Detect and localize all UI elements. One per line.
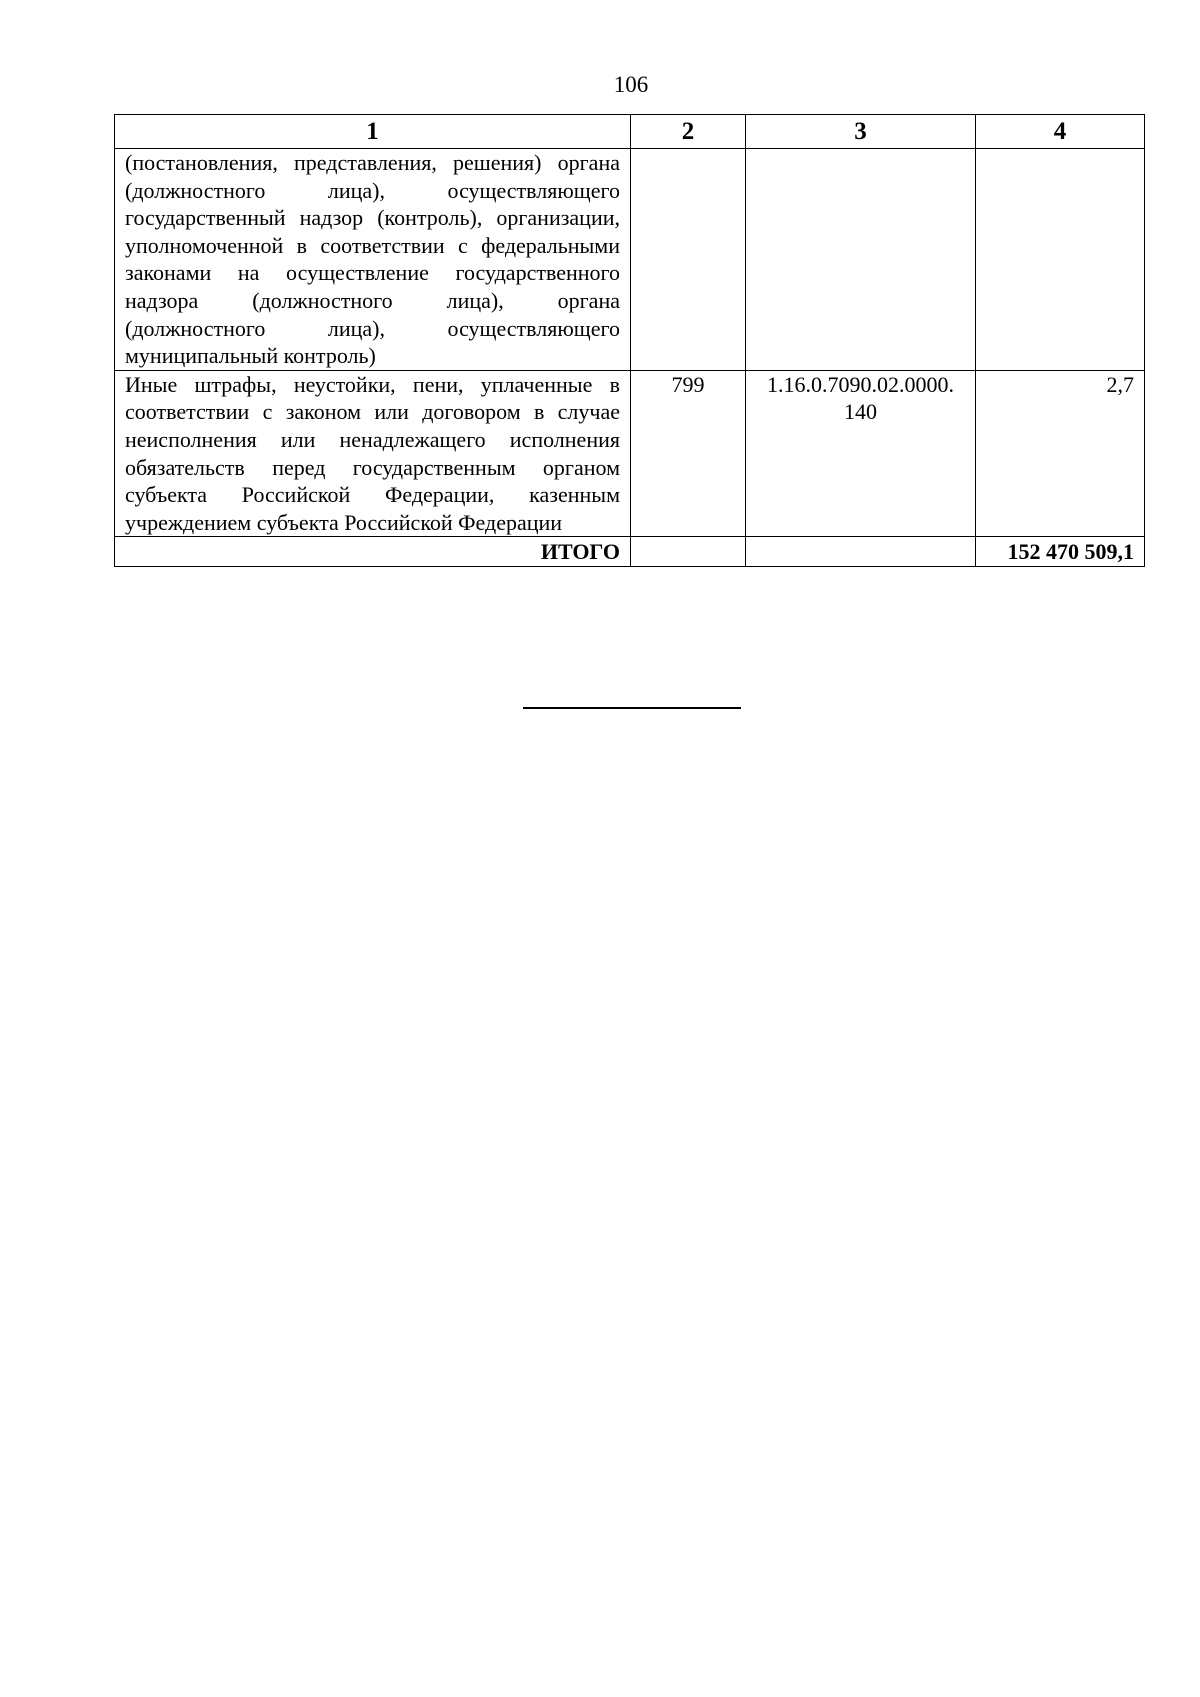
row-code	[631, 149, 746, 371]
total-row	[115, 537, 1145, 567]
row-kbk	[746, 149, 976, 371]
column-header-4: 4	[976, 115, 1145, 149]
table-row	[115, 149, 1145, 371]
row-kbk: 1.16.0.7090.02.0000. 140	[746, 370, 976, 537]
column-header-2: 2	[631, 115, 746, 149]
row-description: Иные штрафы, неустойки, пени, уплаченные в соответствии с законом или договором в случае неисполнения или ненадлежащего исполнения обязательств перед государственным органом субъекта Российской Федерации, казенным учреждением субъекта Российской Федерации	[115, 370, 631, 537]
row-code: 799	[631, 370, 746, 537]
row-amount: 2,7	[976, 370, 1145, 537]
column-header-1: 1	[115, 115, 631, 149]
row-description: (постановления, представления, решения) органа (должностного лица), осуществляющего государственный надзор (контроль), организации, уполномоченной в соответствии с федеральными законами на осуществление государственного надзора (должностного лица), органа (должностного лица), осуществляющего муниципальный контроль)	[115, 149, 631, 371]
total-code	[631, 537, 746, 567]
end-divider-line	[523, 707, 741, 709]
table-header-row	[115, 115, 1145, 149]
column-header-3: 3	[746, 115, 976, 149]
budget-table	[114, 114, 1145, 567]
row-amount	[976, 149, 1145, 371]
total-kbk	[746, 537, 976, 567]
page-number: 106	[613, 72, 649, 97]
total-amount: 152 470 509,1	[976, 537, 1145, 567]
table-row	[115, 370, 1145, 537]
total-label: ИТОГО	[115, 537, 631, 567]
